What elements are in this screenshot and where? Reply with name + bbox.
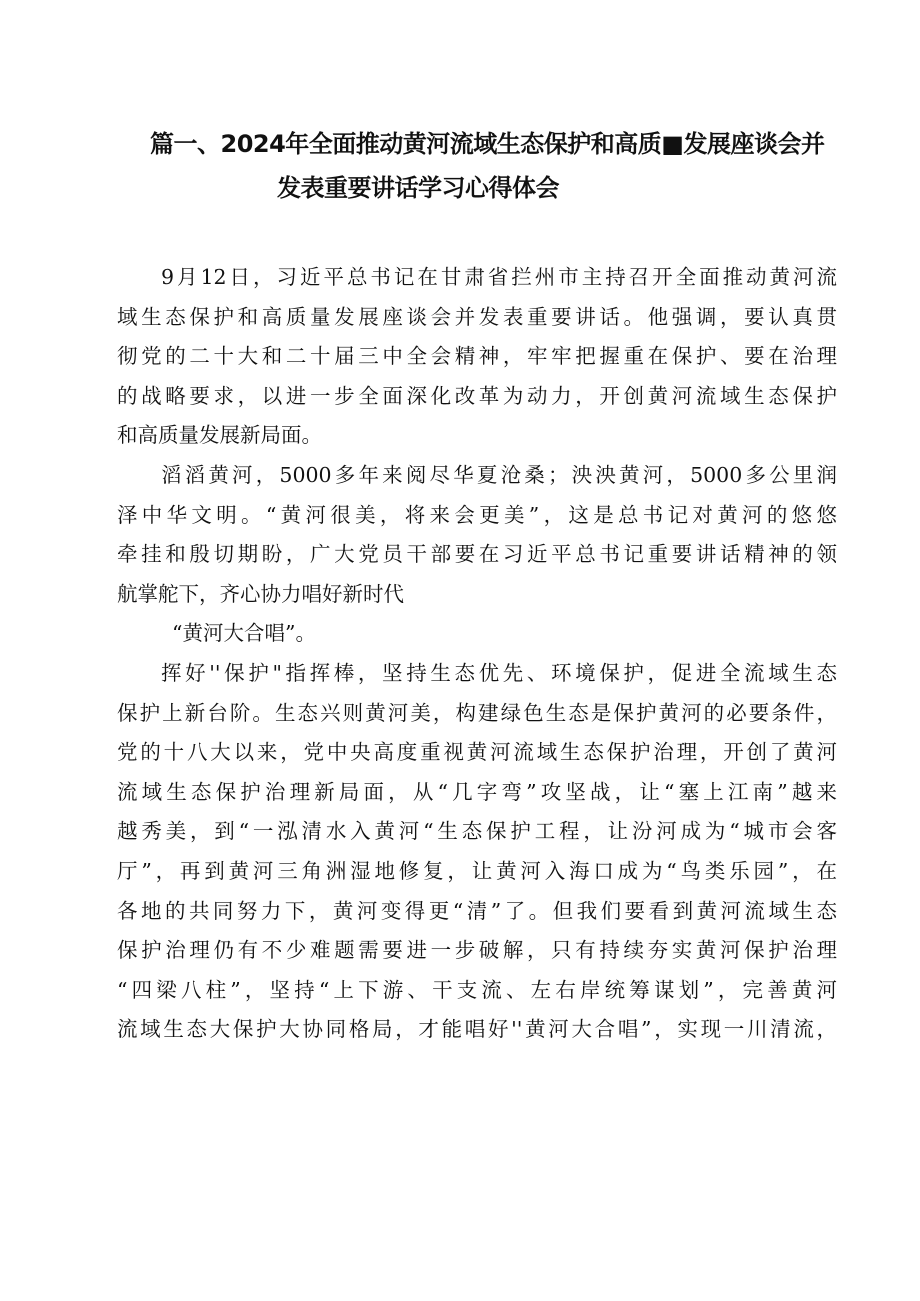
text-line: 牵挂和殷切期盼，广大党员干部要在习近平总书记重要讲话精神的领 xyxy=(117,542,837,567)
text-line: 域生态保护和高质量发展座谈会并发表重要讲话。他强调，要认真贯 xyxy=(117,304,837,329)
document-body xyxy=(117,258,837,1050)
text-line: “四梁八柱”，坚持“上下游、干支流、左右岸统筹谋划”，完善黄河 xyxy=(117,977,837,1002)
text-line: 的战略要求，以进一步全面深化改革为动力，开创黄河流域生态保护 xyxy=(117,383,837,408)
text-line: 流域生态大保护大协同格局，才能唱好''黄河大合唱”，实现一川清流， xyxy=(117,1017,837,1042)
document-title xyxy=(150,122,830,210)
text-line: 厅”，再到黄河三角洲湿地修复，让黄河入海口成为“鸟类乐园”，在 xyxy=(117,858,837,883)
text-line: 航掌舵下，齐心协力唱好新时代 xyxy=(117,581,404,606)
text-line: 保护上新台阶。生态兴则黄河美，构建绿色生态是保护黄河的必要条件， xyxy=(117,700,837,725)
text-line: 彻党的二十大和二十届三中全会精神，牢牢把握重在保护、要在治理 xyxy=(117,344,837,369)
text-line: 各地的共同努力下，黄河变得更“清”了。但我们要看到黄河流域生态 xyxy=(117,898,837,923)
text-line: 和高质量发展新局面。 xyxy=(117,423,322,448)
text-line: “黄河大合唱”。 xyxy=(172,621,316,646)
text-line: 滔滔黄河，5000多年来阅尽华夏沧桑；泱泱黄河，5000多公里润 xyxy=(161,462,837,487)
title-line: 篇一、2024年全面推动黄河流域生态保护和高质■发展座谈会并 xyxy=(150,130,825,158)
text-line: 保护治理仍有不少难题需要进一步破解，只有持续夯实黄河保护治理 xyxy=(117,938,837,963)
text-line: 越秀美，到“一泓清水入黄河“生态保护工程，让汾河成为“城市会客 xyxy=(117,819,837,844)
text-line: 挥好''保护"指挥棒，坚持生态优先、环境保护，促进全流域生态 xyxy=(161,660,837,685)
text-line: 9月12日，习近平总书记在甘肃省拦州市主持召开全面推动黄河流 xyxy=(161,265,837,289)
text-line: 党的十八大以来，党中央高度重视黄河流域生态保护治理，开创了黄河 xyxy=(117,740,837,765)
text-line: 流域生态保护治理新局面，从“几字弯”攻坚战，让“塞上江南”越来 xyxy=(117,779,837,804)
text-line: 泽中华文明。“黄河很美，将来会更美”，这是总书记对黄河的悠悠 xyxy=(117,502,837,527)
title-line: 发表重要讲话学习心得体会 xyxy=(277,174,559,202)
